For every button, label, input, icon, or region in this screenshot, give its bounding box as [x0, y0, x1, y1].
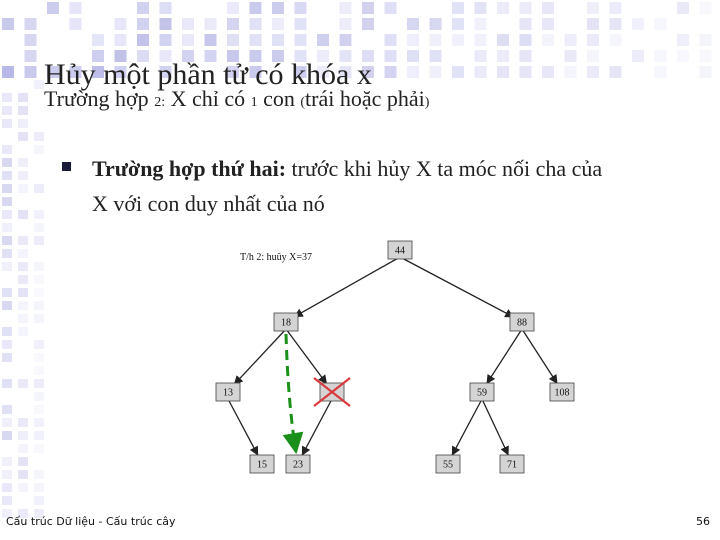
node-label: 59: [477, 387, 487, 399]
node-label: 13: [223, 387, 233, 399]
slide-title: Hủy một phần tử có khóa x: [44, 58, 372, 91]
node-label: 23: [293, 459, 303, 471]
footer-course-title: Cấu trúc Dữ liệu - Cấu trúc cây: [6, 515, 176, 528]
tree-edge: [487, 329, 522, 383]
node-label: 55: [443, 459, 453, 471]
subtitle-text-4: trái hoặc phải: [305, 86, 425, 111]
page-number: 56: [696, 515, 710, 528]
subtitle-child-count: 1: [250, 95, 258, 110]
subtitle-text-2: X chỉ có: [165, 86, 251, 111]
bullet-bold-lead: Trường hợp thứ hai:: [92, 156, 287, 181]
node-label: 15: [257, 459, 267, 471]
relink-arrow: [286, 334, 296, 452]
node-label: 88: [517, 317, 527, 329]
tree-edge: [228, 399, 258, 455]
tree-edge: [522, 329, 557, 383]
subtitle-text-3: con: [257, 86, 301, 111]
tree-edge: [482, 399, 508, 455]
tree-edge: [302, 399, 332, 455]
tree-edge: [234, 329, 286, 384]
node-label: 71: [507, 459, 517, 471]
tree-node: [388, 241, 412, 259]
subtitle-case-number: 2:: [154, 95, 166, 110]
tree-caption: T/h 2: huûy X=37: [239, 252, 313, 263]
tree-edge: [294, 257, 400, 317]
tree-node: [470, 383, 494, 401]
tree-edge: [452, 399, 482, 455]
tree-node: [500, 455, 524, 473]
deleted-node: [314, 378, 350, 406]
node-label: 18: [281, 317, 291, 329]
tree-node: [510, 313, 534, 331]
tree-node: [274, 313, 298, 331]
tree-node: [286, 455, 310, 473]
node-label: 108: [554, 387, 570, 399]
bullet-text-line-2: X với con duy nhất của nó: [92, 191, 325, 216]
tree-node: [550, 383, 574, 401]
tree-edge: [286, 329, 327, 384]
tree-edge: [400, 257, 513, 317]
tree-node: [250, 455, 274, 473]
subtitle-paren-open: (: [300, 95, 306, 110]
tree-node: [436, 455, 460, 473]
bullet-rest: trước khi hủy X ta móc nối cha của: [286, 156, 603, 181]
tree-node: [216, 383, 240, 401]
subtitle-paren-close: ): [424, 95, 430, 110]
subtitle-text-1: Trường hợp: [44, 86, 155, 111]
node-label: 44: [395, 245, 405, 257]
